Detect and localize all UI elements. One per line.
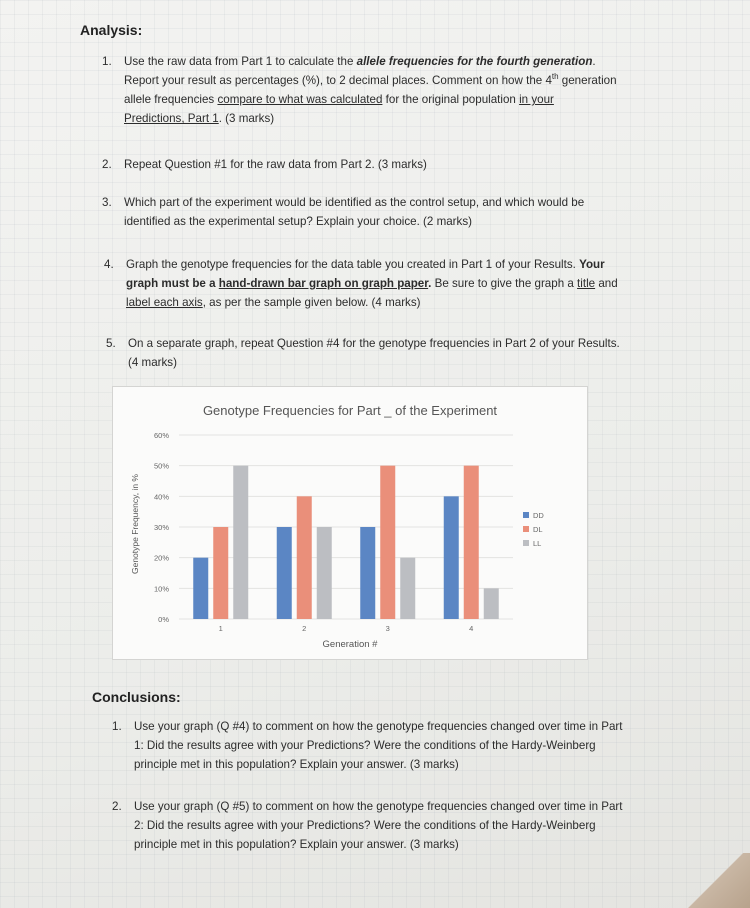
question-1-number: 1. (102, 55, 112, 68)
chart-bar-dl (213, 527, 228, 619)
c2-line1: Use your graph (Q #5) to comment on how the genotype frequencies changed over time in Part (134, 800, 623, 813)
conclusion-2-number: 2. (112, 800, 122, 813)
chart-bar-dd (444, 496, 459, 619)
q5-line1: On a separate graph, repeat Question #4 for the genotype frequencies in Part 2 of your Results. (128, 337, 620, 350)
c1-line1: Use your graph (Q #4) to comment on how the genotype frequencies changed over time in Part (134, 720, 623, 733)
conclusions-heading: Conclusions: (92, 689, 181, 705)
conclusion-1-number: 1. (112, 720, 122, 733)
question-5-number: 5. (106, 337, 116, 350)
chart-bar-dd (193, 558, 208, 619)
c1-line2: 1: Did the results agree with your Predictions? Were the conditions of the Hardy-Weinberg (134, 739, 596, 752)
q4-underline-hand-drawn: hand-drawn bar graph on graph paper (218, 277, 429, 290)
q3-line1: Which part of the experiment would be identified as the control setup, and which would be (124, 196, 585, 209)
chart-bar-dl (464, 466, 479, 619)
q4-underline-title: title (577, 277, 596, 290)
chart-y-tick-label: 30% (153, 523, 169, 532)
question-3-number: 3. (102, 196, 112, 209)
c2-line3: principle met in this population? Explain your answer. (3 marks) (134, 838, 459, 851)
chart-y-tick-label: 0% (158, 615, 169, 624)
chart-legend-swatch (523, 512, 529, 518)
conclusion-2 (112, 797, 694, 854)
q1-line3a: allele frequencies (124, 93, 218, 106)
paper-corner-shadow (680, 853, 750, 908)
chart-y-tick-label: 50% (153, 461, 169, 471)
chart-x-tick-label: 2 (302, 624, 307, 633)
q1-emphasis: allele frequencies for the fourth generation (356, 55, 593, 68)
q4-line2: Be sure to give the graph a (431, 277, 578, 290)
q4-line3: , as per the sample given below. (4 marks) (202, 296, 421, 309)
chart-y-tick-label: 10% (153, 584, 169, 594)
chart-legend-swatch (523, 540, 529, 546)
q4-bold-your: Your (579, 258, 605, 271)
q1-text-a: Use the raw data from Part 1 to calculate the (124, 55, 357, 68)
question-2 (102, 155, 684, 174)
chart-y-axis-label: Genotype Frequency, in % (130, 474, 140, 575)
chart-legend-label: LL (533, 539, 542, 548)
question-5 (106, 334, 688, 372)
chart-bar-dl (380, 466, 395, 619)
q4-line1: Graph the genotype frequencies for the data table you created in Part 1 of your Results. (126, 258, 580, 271)
question-4 (104, 255, 686, 312)
q1-line2b: generation (558, 74, 617, 87)
chart-x-tick-label: 4 (469, 624, 474, 633)
q1-line3b: for the original population (382, 93, 520, 106)
chart-y-tick-label: 40% (153, 492, 169, 502)
chart-x-tick-label: 1 (218, 624, 223, 633)
q2-text: Repeat Question #1 for the raw data from Part 2. (3 marks) (124, 158, 427, 171)
analysis-heading: Analysis: (80, 22, 143, 38)
conclusion-1 (112, 717, 694, 774)
chart-legend-label: DL (533, 525, 543, 534)
q3-line2: identified as the experimental setup? Explain your choice. (2 marks) (124, 215, 472, 228)
q1-underline-compare: compare to what was calculated (217, 93, 383, 106)
q1-underline-predictions: Predictions, Part 1 (124, 112, 219, 125)
chart-x-tick-label: 3 (385, 624, 390, 633)
c1-line3: principle met in this population? Explain your answer. (3 marks) (134, 758, 459, 771)
c2-line2: 2: Did the results agree with your Predictions? Were the conditions of the Hardy-Weinberg (134, 819, 596, 832)
chart-bar-ll (317, 527, 332, 619)
q4-line2-and: and (595, 277, 618, 290)
chart-legend-label: DD (533, 511, 544, 520)
q1-line2a: Report your result as percentages (%), to 2 decimal places. Comment on how the 4 (124, 74, 552, 87)
chart-y-tick-label: 60% (153, 431, 169, 440)
q5-line2: (4 marks) (128, 356, 177, 369)
chart-bar-ll (233, 466, 248, 619)
q1-superscript: th (551, 72, 559, 82)
q4-bold-graph-must: graph must be a (126, 277, 219, 290)
chart-title: Genotype Frequencies for Part _ of the Experiment (202, 403, 498, 418)
chart-bar-ll (400, 558, 415, 619)
chart-bar-dd (277, 527, 292, 619)
question-2-number: 2. (102, 158, 112, 171)
chart-bar-ll (484, 588, 499, 619)
q4-bold-period: . (428, 277, 432, 290)
question-3 (102, 193, 684, 231)
chart-bar-dd (360, 527, 375, 619)
question-1 (102, 52, 684, 128)
sample-bar-chart (112, 386, 588, 660)
chart-plot-area (113, 387, 587, 659)
q1-line4: . (3 marks) (218, 112, 275, 125)
chart-x-axis-label: Generation # (322, 639, 378, 650)
chart-bar-dl (297, 496, 312, 619)
chart-legend-swatch (523, 526, 529, 532)
chart-y-tick-label: 20% (153, 553, 169, 563)
q1-text-b: . (592, 55, 596, 68)
question-4-number: 4. (104, 258, 114, 271)
q1-underline-in-your: in your (519, 93, 554, 106)
q4-underline-label-axis: label each axis (126, 296, 203, 309)
